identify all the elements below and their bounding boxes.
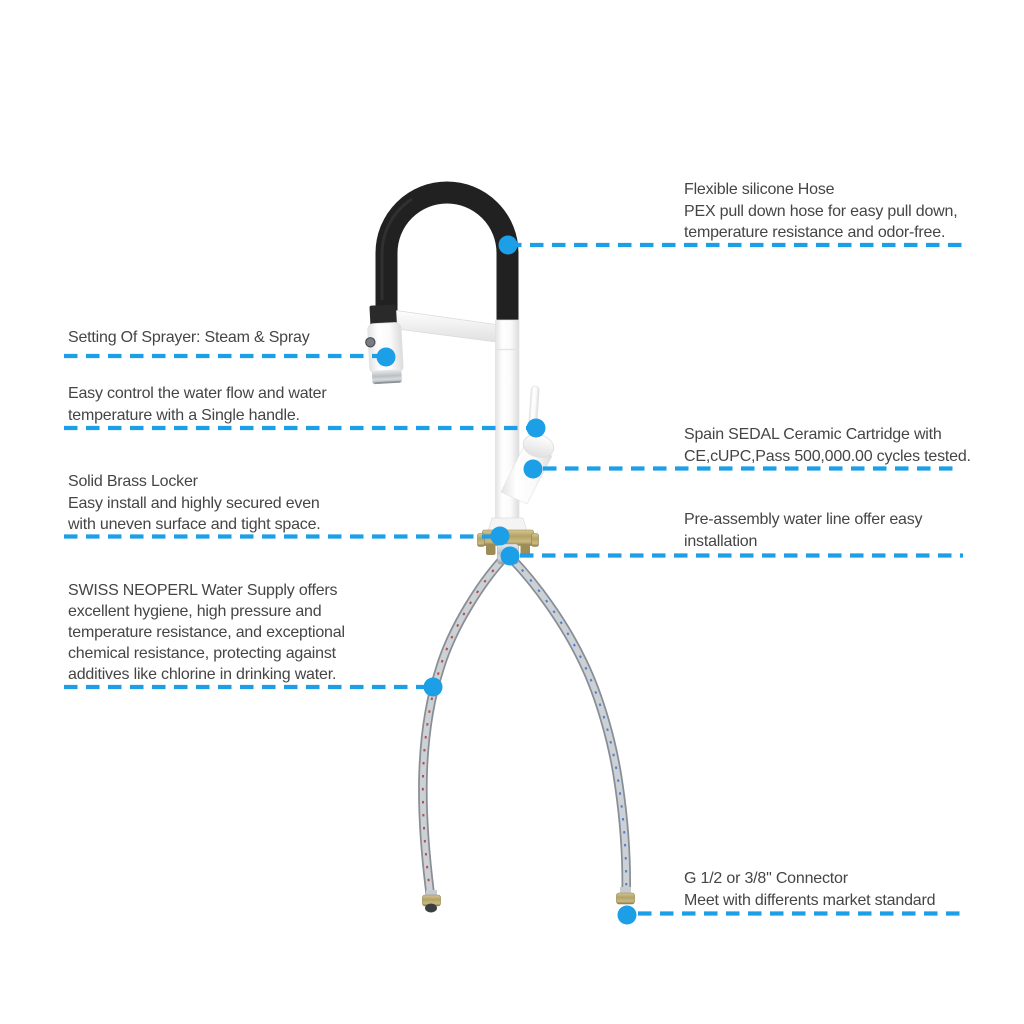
connector-left [423,890,441,913]
annotation-line: Meet with differents market standard [684,891,936,909]
annotation-line: Easy install and highly secured even [68,494,320,512]
connector-right [617,887,635,904]
annotation-line: PEX pull down hose for easy pull down, [684,202,958,220]
annotation-line: temperature resistance and odor-free. [684,224,946,241]
annotation-line: Spain SEDAL Ceramic Cartridge with [684,426,942,443]
dot-water-supply-icon [424,678,443,697]
supply-hose-left [423,560,502,900]
annotation-line: SWISS NEOPERL Water Supply offers [68,582,338,599]
spout-arm [389,310,500,343]
annotation-line: installation [684,532,758,550]
annotation-line: excellent hygiene, high pressure and [68,603,322,620]
dot-single-handle-icon [527,419,546,438]
dot-connector-icon [618,906,637,925]
annotation-connector [684,868,935,911]
dot-ceramic-cartridge-icon [524,460,543,479]
annotation-line: CE,cUPC,Pass 500,000.00 cycles tested. [684,447,971,465]
annotation-line: Pre-assembly water line offer easy [684,511,923,528]
annotation-line: temperature with a Single handle. [68,406,300,424]
dot-pre-assembly-icon [501,547,520,566]
annotation-brass-locker [68,471,321,536]
annotation-line: Solid Brass Locker [68,473,198,490]
annotation-line: G 1/2 or 3/8" Connector [684,870,848,887]
supply-hose-right [513,560,626,900]
annotation-line: Setting Of Sprayer: Steam & Spray [68,329,310,346]
annotation-line: with uneven surface and tight space. [68,516,321,533]
dot-flexible-hose-icon [499,236,518,255]
annotation-flexible-hose [684,179,957,244]
annotation-sprayer-setting [68,327,310,349]
annotation-line: Easy control the water flow and water [68,385,327,402]
silicone-hose-arch [387,192,508,325]
annotation-single-handle [68,383,327,426]
annotation-line: temperature resistance, and exceptional [68,624,345,641]
annotation-pre-assembly [684,509,922,552]
spray-toggle-button [366,337,376,347]
annotation-line: additives like chlorine in drinking water. [68,666,337,683]
annotation-ceramic-cartridge [684,424,971,467]
annotation-water-supply [68,580,345,685]
annotation-line: Flexible silicone Hose [684,181,835,198]
annotation-line: chemical resistance, protecting against [68,645,336,662]
dot-sprayer-setting-icon [377,348,396,367]
dot-brass-locker-icon [491,527,510,546]
